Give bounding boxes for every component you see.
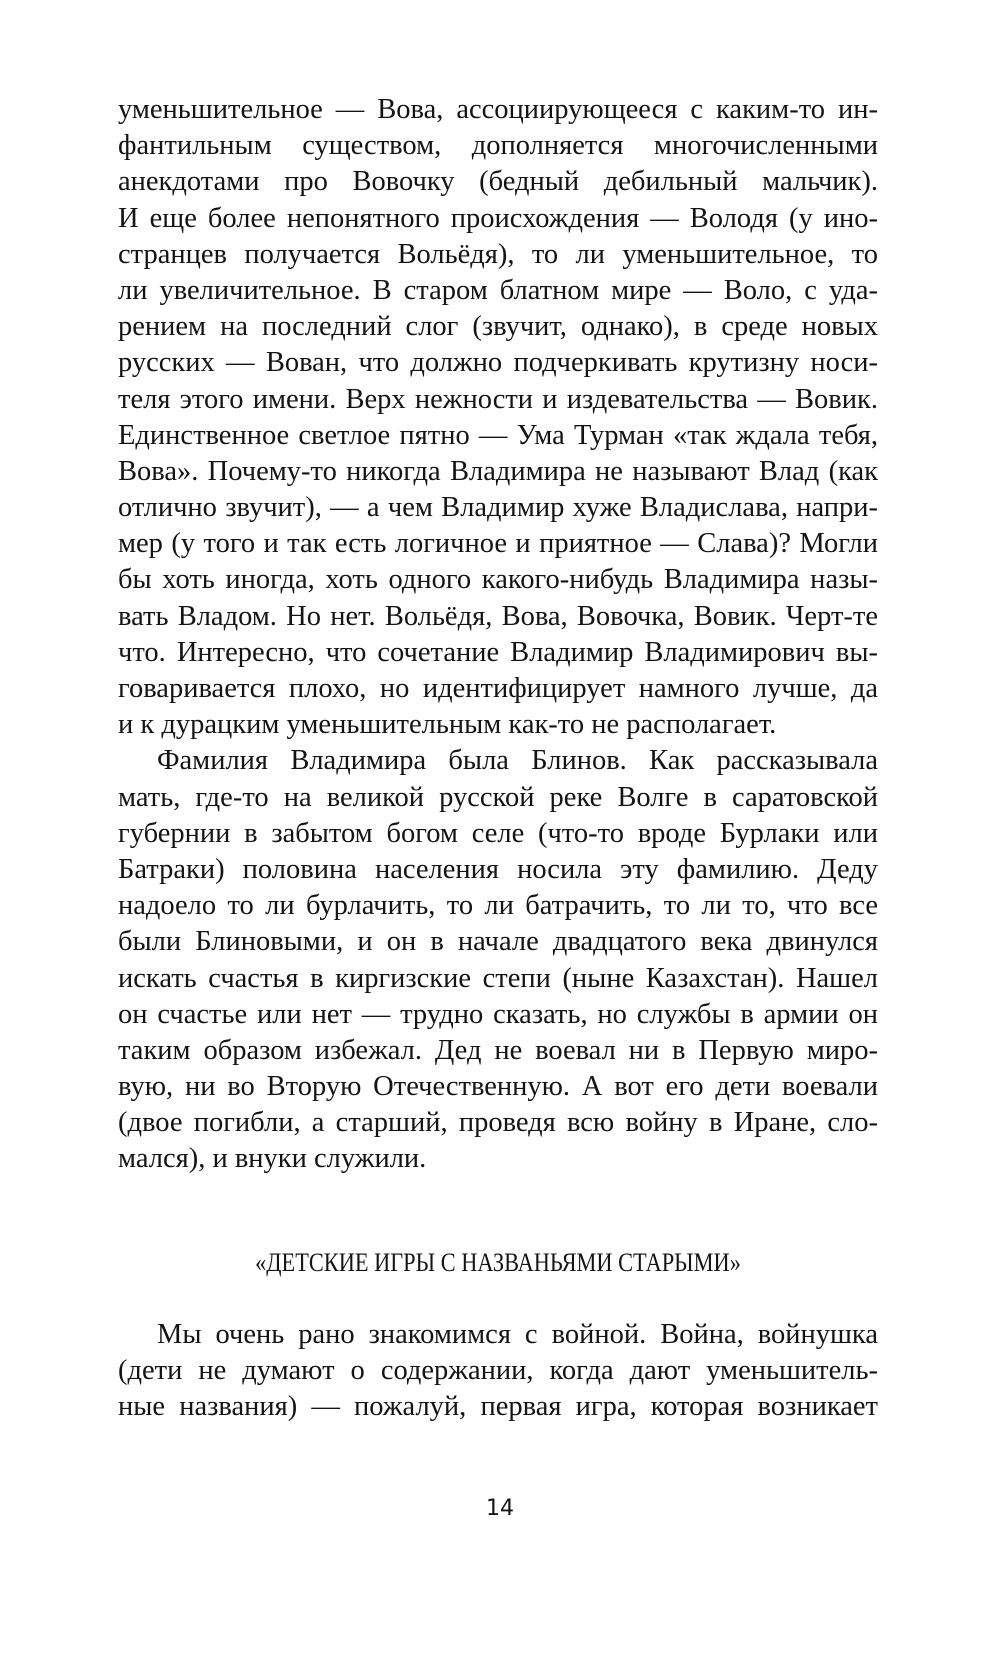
text-line: русских — Вован, что должно подчеркивать крутизну носи- — [118, 347, 878, 379]
text-line: Единственное светлое пятно — Ума Турман «так ждала тебя, — [118, 419, 878, 451]
text-line: ли увеличительное. В старом блатном мире — Воло, с уда- — [118, 274, 878, 306]
text-line: мать, где-то на великой русской реке Волге в саратовской — [118, 781, 878, 813]
text-line: странцев получается Вольёдя), то ли уменьшительное, то — [118, 238, 878, 270]
text-line: вую, ни во Вторую Отечественную. А вот его дети воевали — [118, 1071, 878, 1103]
text-line: бы хоть иногда, хоть одного какого-нибудь Владимира назы- — [118, 564, 878, 596]
page-number: 14 — [486, 1496, 514, 1521]
paragraph — [118, 92, 878, 743]
paragraph — [118, 1317, 878, 1426]
text-line: мер (у того и так есть логичное и приятное — Слава)? Могли — [118, 528, 878, 560]
text-line: мался), и внуки служили. — [118, 1143, 427, 1175]
text-line: Мы очень рано знакомимся с войной. Война, войнушка — [157, 1319, 878, 1350]
text-line: (дети не думают о содержании, когда дают уменьшитель- — [118, 1355, 878, 1387]
body-text-continued — [118, 1317, 878, 1426]
text-line: губернии в забытом богом селе (что-то вроде Бурлаки или — [118, 817, 878, 849]
text-line: рением на последний слог (звучит, однако), в среде новых — [118, 311, 878, 343]
text-line: он счастье или нет — трудно сказать, но службы в армии он — [118, 998, 878, 1030]
text-line: что. Интересно, что сочетание Владимир Владимирович вы- — [118, 636, 878, 668]
text-line: И еще более непонятного происхождения — Володя (у ино- — [118, 202, 878, 234]
paragraph — [118, 743, 878, 1177]
text-line: Фамилия Владимира была Блинов. Как рассказывала — [157, 745, 878, 777]
text-line: анекдотами про Вовочку (бедный дебильный мальчик). — [118, 166, 878, 198]
text-line: теля этого имени. Верх нежности и издевательства — Вовик. — [118, 383, 878, 415]
text-line: отлично звучит), — а чем Владимир хуже Владислава, напри- — [118, 492, 878, 524]
body-text — [118, 92, 878, 1178]
text-line: (двое погибли, а старший, проведя всю войну в Иране, сло- — [118, 1107, 878, 1139]
text-line: и к дурацким уменьшительным как-то не располагает. — [118, 709, 777, 741]
text-line: таким образом избежал. Дед не воевал ни в Первую миро- — [118, 1034, 878, 1066]
text-line: были Блиновыми, и он в начале двадцатого века двинулся — [118, 926, 878, 958]
text-line: фантильным существом, дополняется многочисленными — [118, 130, 878, 162]
text-line: Вова». Почему-то никогда Владимира не называют Влад (как — [118, 455, 878, 487]
text-line: ные названия) — пожалуй, первая игра, которая возникает — [118, 1391, 878, 1423]
text-line: уменьшительное — Вова, ассоциирующееся с каким-то ин- — [118, 94, 878, 125]
text-line: искать счастья в киргизские степи (ныне Казахстан). Нашел — [118, 962, 878, 994]
text-line: говаривается плохо, но идентифицирует намного лучше, да — [118, 673, 878, 704]
text-line: надоело то ли бурлачить, то ли батрачить, то ли то, что все — [118, 890, 878, 922]
text-line: вать Владом. Но нет. Вольёдя, Вова, Вовочка, Вовик. Черт-те — [118, 600, 878, 632]
text-line: Батраки) половина населения носила эту фамилию. Деду — [118, 853, 878, 885]
section-heading: «ДЕТСКИЕ ИГРЫ С НАЗВАНЬЯМИ СТАРЫМИ» — [255, 1248, 741, 1277]
